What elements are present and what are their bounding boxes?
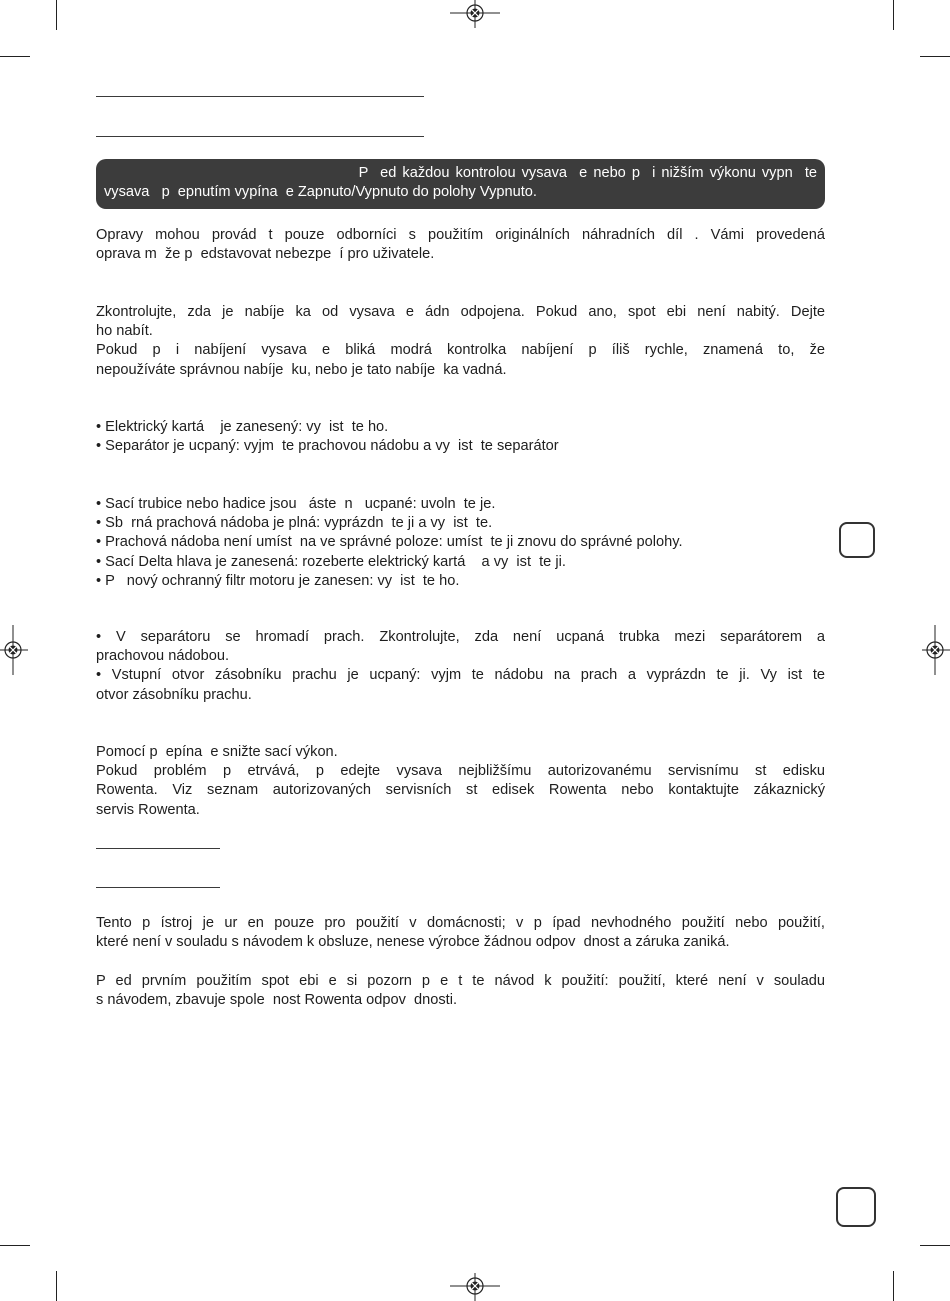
service-paragraph xyxy=(96,743,825,820)
instructions-paragraph xyxy=(96,972,825,1010)
list-item: • Sací trubice nebo hadice jsou áste n ucpané: uvoln te je. xyxy=(96,496,496,512)
repairs-paragraph xyxy=(96,226,825,264)
text-line: Zkontrolujte, zda je nabíje ka od vysava e ádn odpojena. Pokud ano, spot ebi není nabitý. Dejte xyxy=(96,304,825,320)
separator-list xyxy=(96,628,825,705)
text-line: Tento p ístroj je ur en pouze pro použití v domácnosti; v p ípad nevhodného použití nebo použití, xyxy=(96,915,825,931)
warning-line: vysava p epnutím vypína e Zapnuto/Vypnuto do polohy Vypnuto. xyxy=(104,184,537,200)
text-line: Pokud p i nabíjení vysava e bliká modrá kontrolka nabíjení p íliš rychle, znamená to, že xyxy=(96,342,825,359)
registration-mark-top-icon xyxy=(450,0,500,30)
text-line: Opravy mohou provád t pouze odborníci s použitím originálních náhradních díl . Vámi provedená xyxy=(96,227,825,243)
trim-mark xyxy=(893,1271,894,1301)
text-line: s návodem, zbavuje spole nost Rowenta odpov dnosti. xyxy=(96,992,458,1009)
list-item: • Separátor je ucpaný: vyjm te prachovou nádobu a vy ist te separátor xyxy=(96,438,559,455)
list-item: • Sací Delta hlava je zanesená: rozeberte elektrický kartá a vy ist te ji. xyxy=(96,553,566,570)
trim-mark xyxy=(920,1245,950,1246)
heading-rule xyxy=(96,96,424,97)
trim-mark xyxy=(56,0,57,30)
list-item: • Prachová nádoba není umíst na ve správné poloze: umíst te ji znovu do správné polohy. xyxy=(96,534,683,551)
text-line: Rowenta. Viz seznam autorizovaných servisních st edisek Rowenta nebo kontaktujte zákaznický xyxy=(96,782,825,799)
text-line: P ed prvním použitím spot ebi e si pozorn p e t te návod k použití: použití, které není v souladu xyxy=(96,973,825,989)
text-line: nepoužíváte správnou nabíje ku, nebo je tato nabíje ka vadná. xyxy=(96,361,507,378)
trim-mark xyxy=(893,0,894,30)
brush-list xyxy=(96,418,825,456)
heading-rule xyxy=(96,887,220,888)
heading-rule xyxy=(96,848,220,849)
list-item: otvor zásobníku prachu. xyxy=(96,686,252,703)
list-item: • V separátoru se hromadí prach. Zkontrolujte, zda není ucpaná trubka mezi separátorem a xyxy=(96,629,825,645)
text-line: Pokud problém p etrvává, p edejte vysava nejbližšímu autorizovanému servisnímu st edisku xyxy=(96,763,825,780)
text-line: Pomocí p epína e snižte sací výkon. xyxy=(96,744,338,760)
warning-banner xyxy=(96,159,825,209)
list-item: • Sb rná prachová nádoba je plná: vyprázdn te ji a vy ist te. xyxy=(96,515,493,532)
registration-mark-right-icon xyxy=(920,625,950,675)
trim-mark xyxy=(0,1245,30,1246)
registration-mark-left-icon xyxy=(0,625,30,675)
text-line: ho nabít. xyxy=(96,323,153,340)
list-item: prachovou nádobou. xyxy=(96,648,230,665)
text-line: servis Rowenta. xyxy=(96,801,200,818)
trim-mark xyxy=(920,56,950,57)
page-number-box xyxy=(836,1187,876,1227)
registration-mark-bottom-icon xyxy=(450,1271,500,1301)
heading-rule xyxy=(96,136,424,137)
list-item: • Vstupní otvor zásobníku prachu je ucpaný: vyjm te nádobu na prach a vyprázdn te ji. Vy ist te xyxy=(96,667,825,684)
liability-paragraph xyxy=(96,914,825,952)
warning-line: P ed každou kontrolou vysava e nebo p i nižším výkonu vypn te xyxy=(358,165,817,181)
list-item: • P nový ochranný filtr motoru je zanesen: vy ist te ho. xyxy=(96,572,460,589)
page-tab xyxy=(839,522,875,558)
text-line: které není v souladu s návodem k obsluze, nenese výrobce žádnou odpov dnost a záruka zaniká. xyxy=(96,934,730,951)
suction-list xyxy=(96,495,825,591)
text-line: oprava m že p edstavovat nebezpe í pro uživatele. xyxy=(96,246,435,263)
trim-mark xyxy=(0,56,30,57)
trim-mark xyxy=(56,1271,57,1301)
charging-paragraph xyxy=(96,303,825,380)
list-item: • Elektrický kartá je zanesený: vy ist te ho. xyxy=(96,419,389,435)
